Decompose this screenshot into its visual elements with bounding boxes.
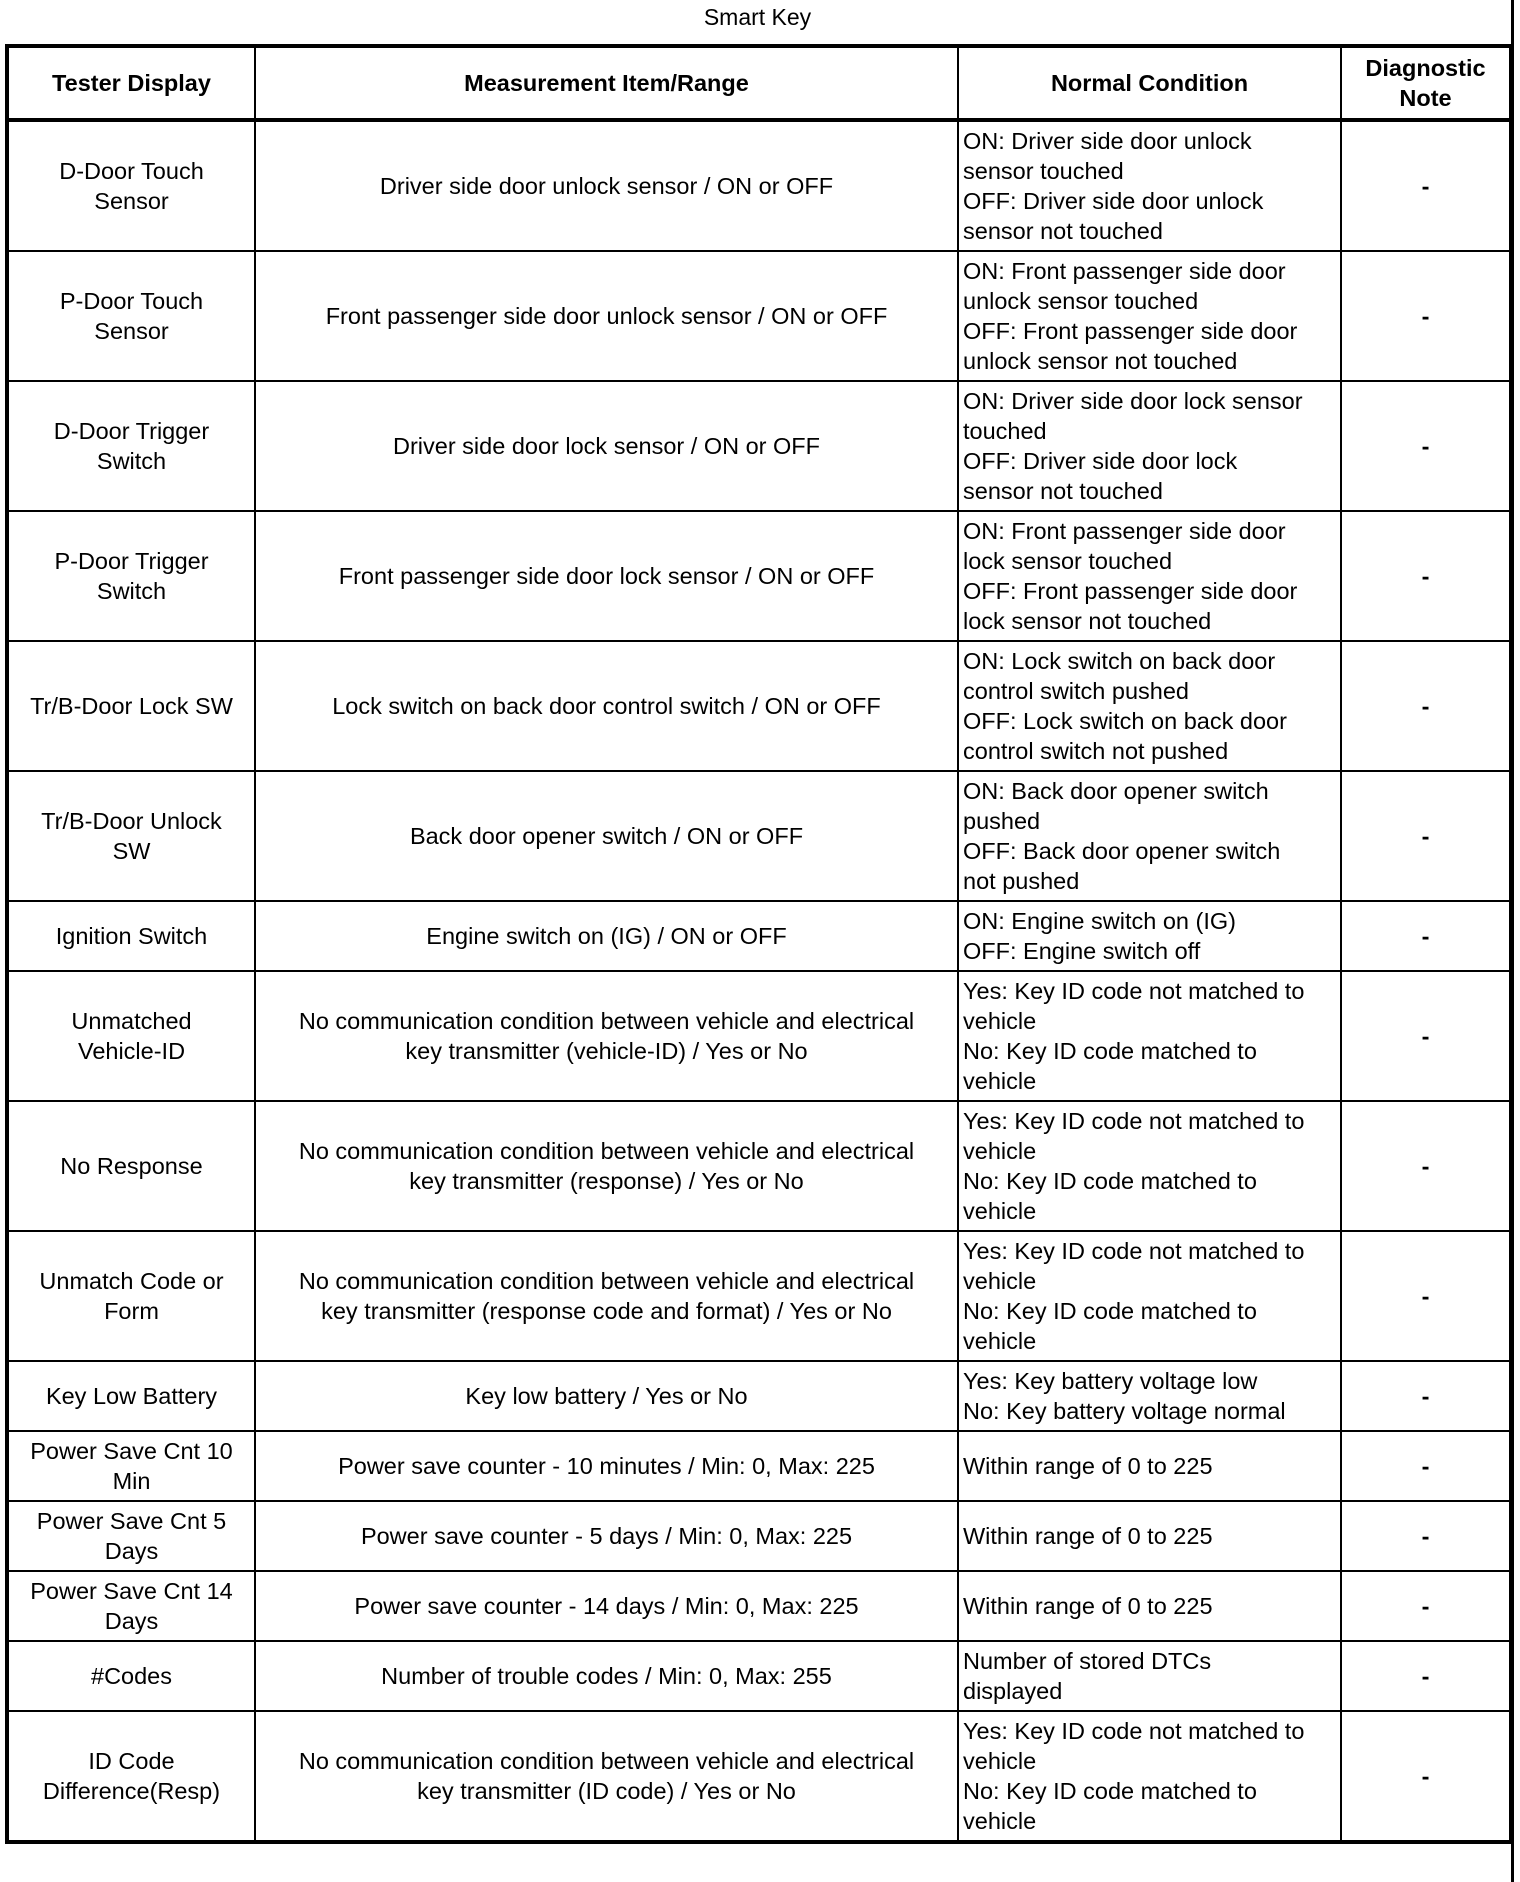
- measurement-range-cell-line: Power save counter - 14 days / Min: 0, Max: 225: [354, 1593, 859, 1619]
- table-row: [7, 1571, 1511, 1641]
- measurement-range-cell-line: No communication condition between vehicle and electrical: [298, 1138, 915, 1164]
- table-row: [7, 120, 1511, 251]
- tester-display-cell-line: Switch: [96, 448, 167, 474]
- tester-display-cell-line: No Response: [60, 1153, 203, 1179]
- measurement-range-cell: [255, 1501, 958, 1571]
- tester-display-cell-line: Form: [104, 1298, 159, 1324]
- header-diagnostic-line1: Diagnostic: [1365, 55, 1486, 81]
- header-diagnostic-note: [1341, 46, 1511, 120]
- measurement-range-cell-line: Front passenger side door lock sensor / ON or OFF: [338, 563, 875, 589]
- normal-condition-cell-line: No: Key battery voltage normal: [963, 1398, 1286, 1424]
- diagnostic-note-cell: -: [1341, 771, 1511, 901]
- tester-display-cell-line: Days: [104, 1608, 159, 1634]
- normal-condition-cell-line: control switch pushed: [963, 678, 1189, 704]
- normal-condition-cell-line: Yes: Key ID code not matched to: [963, 978, 1305, 1004]
- normal-condition-cell-line: sensor not touched: [963, 478, 1163, 504]
- normal-condition-cell: [958, 381, 1341, 511]
- normal-condition-cell-line: control switch not pushed: [963, 738, 1229, 764]
- diagnostic-note-cell: -: [1341, 901, 1511, 971]
- measurement-range-cell-line: Back door opener switch / ON or OFF: [409, 823, 804, 849]
- tester-display-cell: [7, 1501, 255, 1571]
- normal-condition-cell-line: Number of stored DTCs: [963, 1648, 1212, 1674]
- normal-condition-cell: [958, 1231, 1341, 1361]
- tester-display-cell-line: #Codes: [91, 1663, 172, 1689]
- normal-condition-cell-line: ON: Front passenger side door: [963, 518, 1286, 544]
- tester-display-cell: [7, 1711, 255, 1842]
- measurement-range-cell: [255, 771, 958, 901]
- normal-condition-cell-line: not pushed: [963, 868, 1080, 894]
- table-row: [7, 511, 1511, 641]
- normal-condition-cell-line: ON: Driver side door unlock: [963, 128, 1252, 154]
- normal-condition-cell-line: No: Key ID code matched to: [963, 1168, 1257, 1194]
- tester-display-cell: [7, 381, 255, 511]
- table-row: [7, 1501, 1511, 1571]
- measurement-range-cell: [255, 971, 958, 1101]
- normal-condition-cell-line: OFF: Lock switch on back door: [963, 708, 1287, 734]
- measurement-range-cell-line: No communication condition between vehicle and electrical: [298, 1748, 915, 1774]
- tester-display-cell-line: D-Door Touch: [59, 158, 204, 184]
- normal-condition-cell-line: vehicle: [963, 1328, 1037, 1354]
- table-row: [7, 1361, 1511, 1431]
- normal-condition-cell-line: OFF: Back door opener switch: [963, 838, 1281, 864]
- diagnostic-note-cell: -: [1341, 1571, 1511, 1641]
- normal-condition-cell-line: ON: Back door opener switch: [963, 778, 1269, 804]
- normal-condition-cell: [958, 771, 1341, 901]
- measurement-range-cell-line: key transmitter (vehicle-ID) / Yes or No: [405, 1038, 808, 1064]
- measurement-range-cell: [255, 120, 958, 251]
- header-normal-condition: Normal Condition: [958, 46, 1341, 120]
- diagnostic-note-cell: -: [1341, 1641, 1511, 1711]
- tester-display-cell-line: Tr/B-Door Lock SW: [30, 693, 233, 719]
- normal-condition-cell-line: sensor touched: [963, 158, 1124, 184]
- tester-display-cell-line: P-Door Touch: [59, 288, 204, 314]
- table-row: [7, 771, 1511, 901]
- table-row: [7, 641, 1511, 771]
- normal-condition-cell-line: ON: Lock switch on back door: [963, 648, 1276, 674]
- measurement-range-cell-line: Front passenger side door unlock sensor / ON or OFF: [325, 303, 888, 329]
- normal-condition-cell-line: Within range of 0 to 225: [963, 1523, 1213, 1549]
- table-row: [7, 971, 1511, 1101]
- normal-condition-cell-line: OFF: Front passenger side door: [963, 318, 1298, 344]
- table-row: [7, 1101, 1511, 1231]
- measurement-range-cell: [255, 1101, 958, 1231]
- tester-display-cell-line: Power Save Cnt 10: [30, 1438, 233, 1464]
- tester-display-cell: [7, 1361, 255, 1431]
- normal-condition-cell: [958, 1711, 1341, 1842]
- table-row: [7, 1711, 1511, 1842]
- measurement-range-cell: [255, 1361, 958, 1431]
- tester-display-cell-line: Vehicle-ID: [77, 1038, 186, 1064]
- measurement-range-cell-line: key transmitter (ID code) / Yes or No: [417, 1778, 796, 1804]
- diagnostic-note-cell: -: [1341, 641, 1511, 771]
- measurement-range-cell-line: Lock switch on back door control switch / ON or OFF: [332, 693, 881, 719]
- normal-condition-cell-line: sensor not touched: [963, 218, 1163, 244]
- tester-display-cell-line: Sensor: [94, 188, 169, 214]
- normal-condition-cell-line: ON: Driver side door lock sensor: [963, 388, 1303, 414]
- normal-condition-cell-line: lock sensor not touched: [963, 608, 1212, 634]
- measurement-range-cell-line: Driver side door unlock sensor / ON or OFF: [379, 173, 834, 199]
- tester-display-cell: [7, 1231, 255, 1361]
- measurement-range-cell: [255, 1711, 958, 1842]
- measurement-range-cell-line: Key low battery / Yes or No: [465, 1383, 748, 1409]
- measurement-range-cell: [255, 901, 958, 971]
- normal-condition-cell-line: No: Key ID code matched to: [963, 1298, 1257, 1324]
- table-row: [7, 251, 1511, 381]
- tester-display-cell-line: Switch: [96, 578, 167, 604]
- measurement-range-cell: [255, 641, 958, 771]
- normal-condition-cell: [958, 1361, 1341, 1431]
- diagnostic-note-cell: -: [1341, 1361, 1511, 1431]
- diagnostic-note-cell: -: [1341, 251, 1511, 381]
- measurement-range-cell: [255, 1431, 958, 1501]
- smart-key-data-table: [5, 44, 1513, 1844]
- normal-condition-cell-line: vehicle: [963, 1748, 1037, 1774]
- normal-condition-cell-line: Within range of 0 to 225: [963, 1453, 1213, 1479]
- measurement-range-cell: [255, 1641, 958, 1711]
- normal-condition-cell-line: vehicle: [963, 1808, 1037, 1834]
- tester-display-cell-line: Ignition Switch: [55, 923, 208, 949]
- tester-display-cell-line: Difference(Resp): [42, 1778, 221, 1804]
- diagnostic-note-cell: -: [1341, 971, 1511, 1101]
- diagnostic-note-cell: -: [1341, 1101, 1511, 1231]
- table-caption: Smart Key: [703, 4, 812, 30]
- normal-condition-cell-line: touched: [963, 418, 1047, 444]
- normal-condition-cell: [958, 1641, 1341, 1711]
- normal-condition-cell: [958, 1501, 1341, 1571]
- measurement-range-cell: [255, 251, 958, 381]
- tester-display-cell: [7, 971, 255, 1101]
- table-header-row: [7, 46, 1511, 120]
- measurement-range-cell-line: Power save counter - 5 days / Min: 0, Max: 225: [360, 1523, 853, 1549]
- normal-condition-cell-line: OFF: Engine switch off: [963, 938, 1201, 964]
- tester-display-cell-line: Unmatch Code or: [39, 1268, 224, 1294]
- tester-display-cell: [7, 1101, 255, 1231]
- normal-condition-cell-line: Within range of 0 to 225: [963, 1593, 1213, 1619]
- normal-condition-cell-line: OFF: Driver side door unlock: [963, 188, 1264, 214]
- tester-display-cell-line: Tr/B-Door Unlock: [41, 808, 222, 834]
- tester-display-cell: [7, 120, 255, 251]
- normal-condition-cell-line: displayed: [963, 1678, 1063, 1704]
- normal-condition-cell-line: vehicle: [963, 1068, 1037, 1094]
- measurement-range-cell-line: key transmitter (response code and format) / Yes or No: [321, 1298, 892, 1324]
- measurement-range-cell-line: No communication condition between vehicle and electrical: [298, 1268, 915, 1294]
- tester-display-cell-line: Unmatched: [71, 1008, 192, 1034]
- normal-condition-cell: [958, 971, 1341, 1101]
- normal-condition-cell-line: Yes: Key ID code not matched to: [963, 1238, 1305, 1264]
- tester-display-cell-line: Days: [104, 1538, 159, 1564]
- table-row: [7, 1431, 1511, 1501]
- diagnostic-note-cell: -: [1341, 120, 1511, 251]
- normal-condition-cell-line: OFF: Driver side door lock: [963, 448, 1238, 474]
- measurement-range-cell: [255, 511, 958, 641]
- normal-condition-cell: [958, 1431, 1341, 1501]
- normal-condition-cell: [958, 511, 1341, 641]
- tester-display-cell-line: Power Save Cnt 14: [30, 1578, 233, 1604]
- tester-display-cell-line: SW: [112, 838, 151, 864]
- measurement-range-cell: [255, 381, 958, 511]
- header-diagnostic-line2: Note: [1399, 85, 1452, 111]
- normal-condition-cell-line: lock sensor touched: [963, 548, 1173, 574]
- measurement-range-cell-line: Number of trouble codes / Min: 0, Max: 255: [381, 1663, 832, 1689]
- tester-display-cell: [7, 1571, 255, 1641]
- normal-condition-cell-line: unlock sensor not touched: [963, 348, 1238, 374]
- diagnostic-note-cell: -: [1341, 1501, 1511, 1571]
- measurement-range-cell-line: Driver side door lock sensor / ON or OFF: [392, 433, 821, 459]
- normal-condition-cell-line: vehicle: [963, 1138, 1037, 1164]
- table-row: [7, 381, 1511, 511]
- header-tester-display: Tester Display: [7, 46, 255, 120]
- diagnostic-note-cell: -: [1341, 1431, 1511, 1501]
- normal-condition-cell-line: vehicle: [963, 1198, 1037, 1224]
- normal-condition-cell: [958, 251, 1341, 381]
- tester-display-cell: [7, 901, 255, 971]
- diagnostic-note-cell: -: [1341, 1711, 1511, 1842]
- normal-condition-cell: [958, 1101, 1341, 1231]
- normal-condition-cell: [958, 901, 1341, 971]
- tester-display-cell: [7, 511, 255, 641]
- normal-condition-cell-line: vehicle: [963, 1008, 1037, 1034]
- normal-condition-cell-line: Yes: Key ID code not matched to: [963, 1718, 1305, 1744]
- tester-display-cell-line: Power Save Cnt 5: [36, 1508, 227, 1534]
- measurement-range-cell-line: key transmitter (response) / Yes or No: [409, 1168, 804, 1194]
- diagnostic-note-cell: -: [1341, 1231, 1511, 1361]
- measurement-range-cell: [255, 1231, 958, 1361]
- measurement-range-cell: [255, 1571, 958, 1641]
- measurement-range-cell-line: Engine switch on (IG) / ON or OFF: [426, 923, 787, 949]
- table-row: [7, 901, 1511, 971]
- normal-condition-cell-line: Yes: Key battery voltage low: [963, 1368, 1258, 1394]
- normal-condition-cell-line: unlock sensor touched: [963, 288, 1199, 314]
- normal-condition-cell-line: No: Key ID code matched to: [963, 1778, 1257, 1804]
- normal-condition-cell: [958, 641, 1341, 771]
- tester-display-cell: [7, 771, 255, 901]
- normal-condition-cell-line: pushed: [963, 808, 1041, 834]
- tester-display-cell: [7, 1431, 255, 1501]
- tester-display-cell-line: Min: [112, 1468, 151, 1494]
- tester-display-cell: [7, 251, 255, 381]
- normal-condition-cell-line: ON: Engine switch on (IG): [963, 908, 1236, 934]
- tester-display-cell-line: P-Door Trigger: [54, 548, 209, 574]
- tester-display-cell-line: Key Low Battery: [45, 1383, 218, 1409]
- normal-condition-cell: [958, 120, 1341, 251]
- tester-display-cell-line: Sensor: [94, 318, 169, 344]
- diagnostic-note-cell: -: [1341, 381, 1511, 511]
- normal-condition-cell-line: Yes: Key ID code not matched to: [963, 1108, 1305, 1134]
- normal-condition-cell-line: vehicle: [963, 1268, 1037, 1294]
- normal-condition-cell: [958, 1571, 1341, 1641]
- table-body: [7, 120, 1511, 1842]
- tester-display-cell-line: ID Code: [88, 1748, 175, 1774]
- header-measurement-item: Measurement Item/Range: [255, 46, 958, 120]
- normal-condition-cell-line: OFF: Front passenger side door: [963, 578, 1298, 604]
- tester-display-cell: [7, 1641, 255, 1711]
- tester-display-cell-line: D-Door Trigger: [53, 418, 210, 444]
- measurement-range-cell-line: Power save counter - 10 minutes / Min: 0, Max: 225: [338, 1453, 875, 1479]
- tester-display-cell: [7, 641, 255, 771]
- measurement-range-cell-line: No communication condition between vehicle and electrical: [298, 1008, 915, 1034]
- normal-condition-cell-line: No: Key ID code matched to: [963, 1038, 1257, 1064]
- table-row: [7, 1641, 1511, 1711]
- diagnostic-note-cell: -: [1341, 511, 1511, 641]
- normal-condition-cell-line: ON: Front passenger side door: [963, 258, 1286, 284]
- table-row: [7, 1231, 1511, 1361]
